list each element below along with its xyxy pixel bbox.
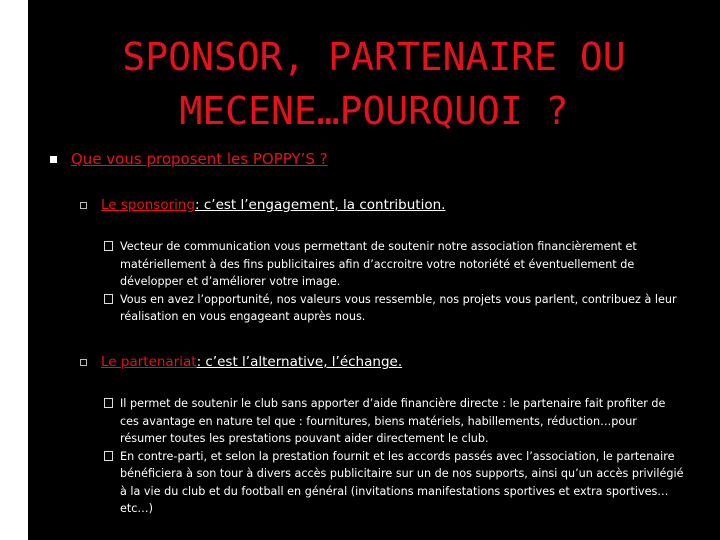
partenariat-item-2-text: En contre-parti, et selon la prestation fournit et les accords passés avec l’association, le partenaire bénéficiera à son tour à divers accès publicitaire sur un de nos supports, ainsi qu’un accès privilégié à la vie du club et du football en général (invitations manifestations sportives et extra sportives…etc…) <box>120 449 684 515</box>
section-partenariat-heading <box>80 354 402 370</box>
section-sponsoring-heading <box>80 197 445 213</box>
checkbox-bullet-icon <box>104 451 113 461</box>
sponsoring-item-1-text: Vecteur de communication vous permettant de soutenir notre association financièrement et matériellement à des fins publicitaires afin d’accroitre votre notoriété et éventuellement de développer et d’améliorer votre image. <box>120 240 637 288</box>
partenariat-item-1-text: Il permet de soutenir le club sans apporter d’aide financière directe : le partenaire fait profiter de ces avantage en nature tel que : fournitures, biens matériels, habillements, réduction…pour résumer toutes les prestations pouvant aider directement le club. <box>120 397 666 445</box>
partenariat-items <box>104 395 686 518</box>
checkbox-bullet-icon <box>104 241 113 251</box>
title-line-2: MECENE…POURQUOI ? <box>179 89 569 133</box>
sponsoring-link[interactable]: Le sponsoring <box>101 197 196 213</box>
hollow-square-bullet-icon <box>80 359 87 366</box>
list-item <box>104 395 686 448</box>
partenariat-link[interactable]: Le partenariat <box>101 354 197 370</box>
checkbox-bullet-icon <box>104 398 113 408</box>
sponsoring-item-2-text: Vous en avez l’opportunité, nos valeurs vous ressemble, nos projets vous parlent, contribuez à leur réalisation en vous engageant auprès nous. <box>120 292 677 323</box>
checkbox-bullet-icon <box>104 294 113 304</box>
title-line-1: SPONSOR, PARTENAIRE OU <box>122 35 626 79</box>
sponsoring-items <box>104 238 686 326</box>
list-item <box>104 238 686 291</box>
list-item <box>104 291 686 326</box>
slide <box>28 0 720 540</box>
square-bullet-icon <box>50 156 57 163</box>
slide-title <box>28 30 720 138</box>
question-text[interactable]: Que vous proposent les POPPY’S ? <box>71 150 328 168</box>
sponsoring-description: : c’est l’engagement, la contribution. <box>195 197 446 213</box>
question-bullet <box>50 150 328 168</box>
hollow-square-bullet-icon <box>80 202 87 209</box>
list-item <box>104 448 686 518</box>
partenariat-description: : c’est l’alternative, l’échange. <box>196 354 403 370</box>
